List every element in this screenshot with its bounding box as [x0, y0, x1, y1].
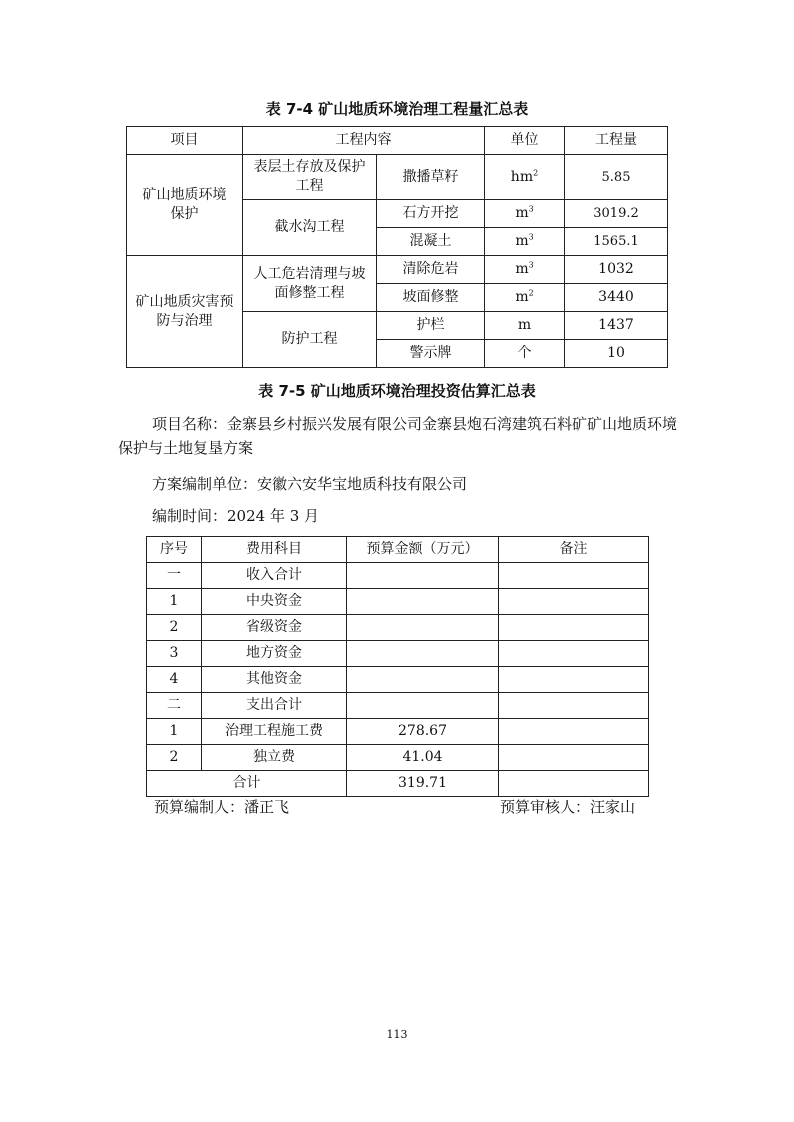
table-header-row: [147, 537, 649, 563]
table-header-row: [127, 127, 668, 155]
sub-name: 人工危岩清理与坡面修整工程: [243, 256, 377, 312]
unit-cell: $hm^2$: [485, 155, 565, 200]
table-row: [147, 719, 649, 745]
row-no: 1: [147, 719, 202, 745]
total-note: [499, 771, 649, 797]
item-name: 护栏: [377, 312, 485, 340]
sub-name: 表层土存放及保护工程: [243, 155, 377, 200]
investment-estimate-table: [146, 536, 649, 797]
row-no: 一: [147, 563, 202, 589]
row-note: [499, 667, 649, 693]
row-item: 治理工程施工费: [202, 719, 347, 745]
header-amount: 预算金额（万元）: [347, 537, 499, 563]
header-project: 项目: [127, 127, 243, 155]
qty-cell: 10: [565, 340, 668, 368]
header-no: 序号: [147, 537, 202, 563]
unit-cell: m: [485, 312, 565, 340]
row-amount: [347, 563, 499, 589]
group-name: 矿山地质环境保护: [127, 155, 243, 256]
row-amount: [347, 641, 499, 667]
row-note: [499, 693, 649, 719]
row-note: [499, 615, 649, 641]
row-item: 中央资金: [202, 589, 347, 615]
header-item: 费用科目: [202, 537, 347, 563]
project-name: 项目名称：金寨县乡村振兴发展有限公司金寨县炮石湾建筑石料矿矿山地质环境保护与土地复垦方案: [118, 415, 678, 457]
row-no: 4: [147, 667, 202, 693]
table-row: [147, 641, 649, 667]
row-note: [499, 641, 649, 667]
row-no: 3: [147, 641, 202, 667]
row-no: 2: [147, 615, 202, 641]
qty-cell: 1032: [565, 256, 668, 284]
header-note: 备注: [499, 537, 649, 563]
sub-name: 截水沟工程: [243, 200, 377, 256]
row-note: [499, 563, 649, 589]
row-item: 省级资金: [202, 615, 347, 641]
page-number: 113: [386, 1028, 408, 1041]
row-note: [499, 745, 649, 771]
table-row: [127, 256, 668, 284]
item-name: 警示牌: [377, 340, 485, 368]
row-item: 支出合计: [202, 693, 347, 719]
row-no: 1: [147, 589, 202, 615]
row-item: 收入合计: [202, 563, 347, 589]
total-label: 合计: [147, 771, 347, 797]
item-name: 混凝土: [377, 228, 485, 256]
qty-cell: 1437: [565, 312, 668, 340]
header-content: 工程内容: [243, 127, 485, 155]
table1-title: 表 7-4 矿山地质环境治理工程量汇总表: [265, 100, 529, 118]
qty-cell: 1565.1: [565, 228, 668, 256]
table-row: [147, 615, 649, 641]
row-amount: [347, 667, 499, 693]
header-quantity: 工程量: [565, 127, 668, 155]
item-name: 坡面修整: [377, 284, 485, 312]
table-row: [147, 745, 649, 771]
table-row: [147, 667, 649, 693]
budget-preparer: 预算编制人：潘正飞: [154, 798, 290, 816]
compile-time: 编制时间：2024 年 3 月: [152, 507, 320, 525]
unit-cell: $m^3$: [485, 256, 565, 284]
sub-name: 防护工程: [243, 312, 377, 368]
item-name: 撒播草籽: [377, 155, 485, 200]
group-name: 矿山地质灾害预防与治理: [127, 256, 243, 368]
budget-reviewer: 预算审核人：汪家山: [500, 798, 636, 816]
table-row: [147, 589, 649, 615]
table-row: [147, 693, 649, 719]
unit-cell: $m^3$: [485, 200, 565, 228]
table-row: [127, 155, 668, 200]
compiler-unit: 方案编制单位：安徽六安华宝地质科技有限公司: [152, 475, 468, 493]
qty-cell: 3440: [565, 284, 668, 312]
row-note: [499, 589, 649, 615]
row-amount: [347, 615, 499, 641]
header-unit: 单位: [485, 127, 565, 155]
table2-title: 表 7-5 矿山地质环境治理投资估算汇总表: [258, 382, 536, 400]
table-row: [147, 563, 649, 589]
row-item: 独立费: [202, 745, 347, 771]
row-amount: 41.04: [347, 745, 499, 771]
unit-cell: 个: [485, 340, 565, 368]
row-note: [499, 719, 649, 745]
row-amount: [347, 693, 499, 719]
qty-cell: 3019.2: [565, 200, 668, 228]
row-item: 地方资金: [202, 641, 347, 667]
row-amount: [347, 589, 499, 615]
item-name: 清除危岩: [377, 256, 485, 284]
row-no: 2: [147, 745, 202, 771]
row-amount: 278.67: [347, 719, 499, 745]
total-row: [147, 771, 649, 797]
item-name: 石方开挖: [377, 200, 485, 228]
row-no: 二: [147, 693, 202, 719]
unit-cell: $m^3$: [485, 228, 565, 256]
qty-cell: 5.85: [565, 155, 668, 200]
row-item: 其他资金: [202, 667, 347, 693]
unit-cell: $m^2$: [485, 284, 565, 312]
quantity-summary-table: [126, 126, 668, 368]
total-amount: 319.71: [347, 771, 499, 797]
